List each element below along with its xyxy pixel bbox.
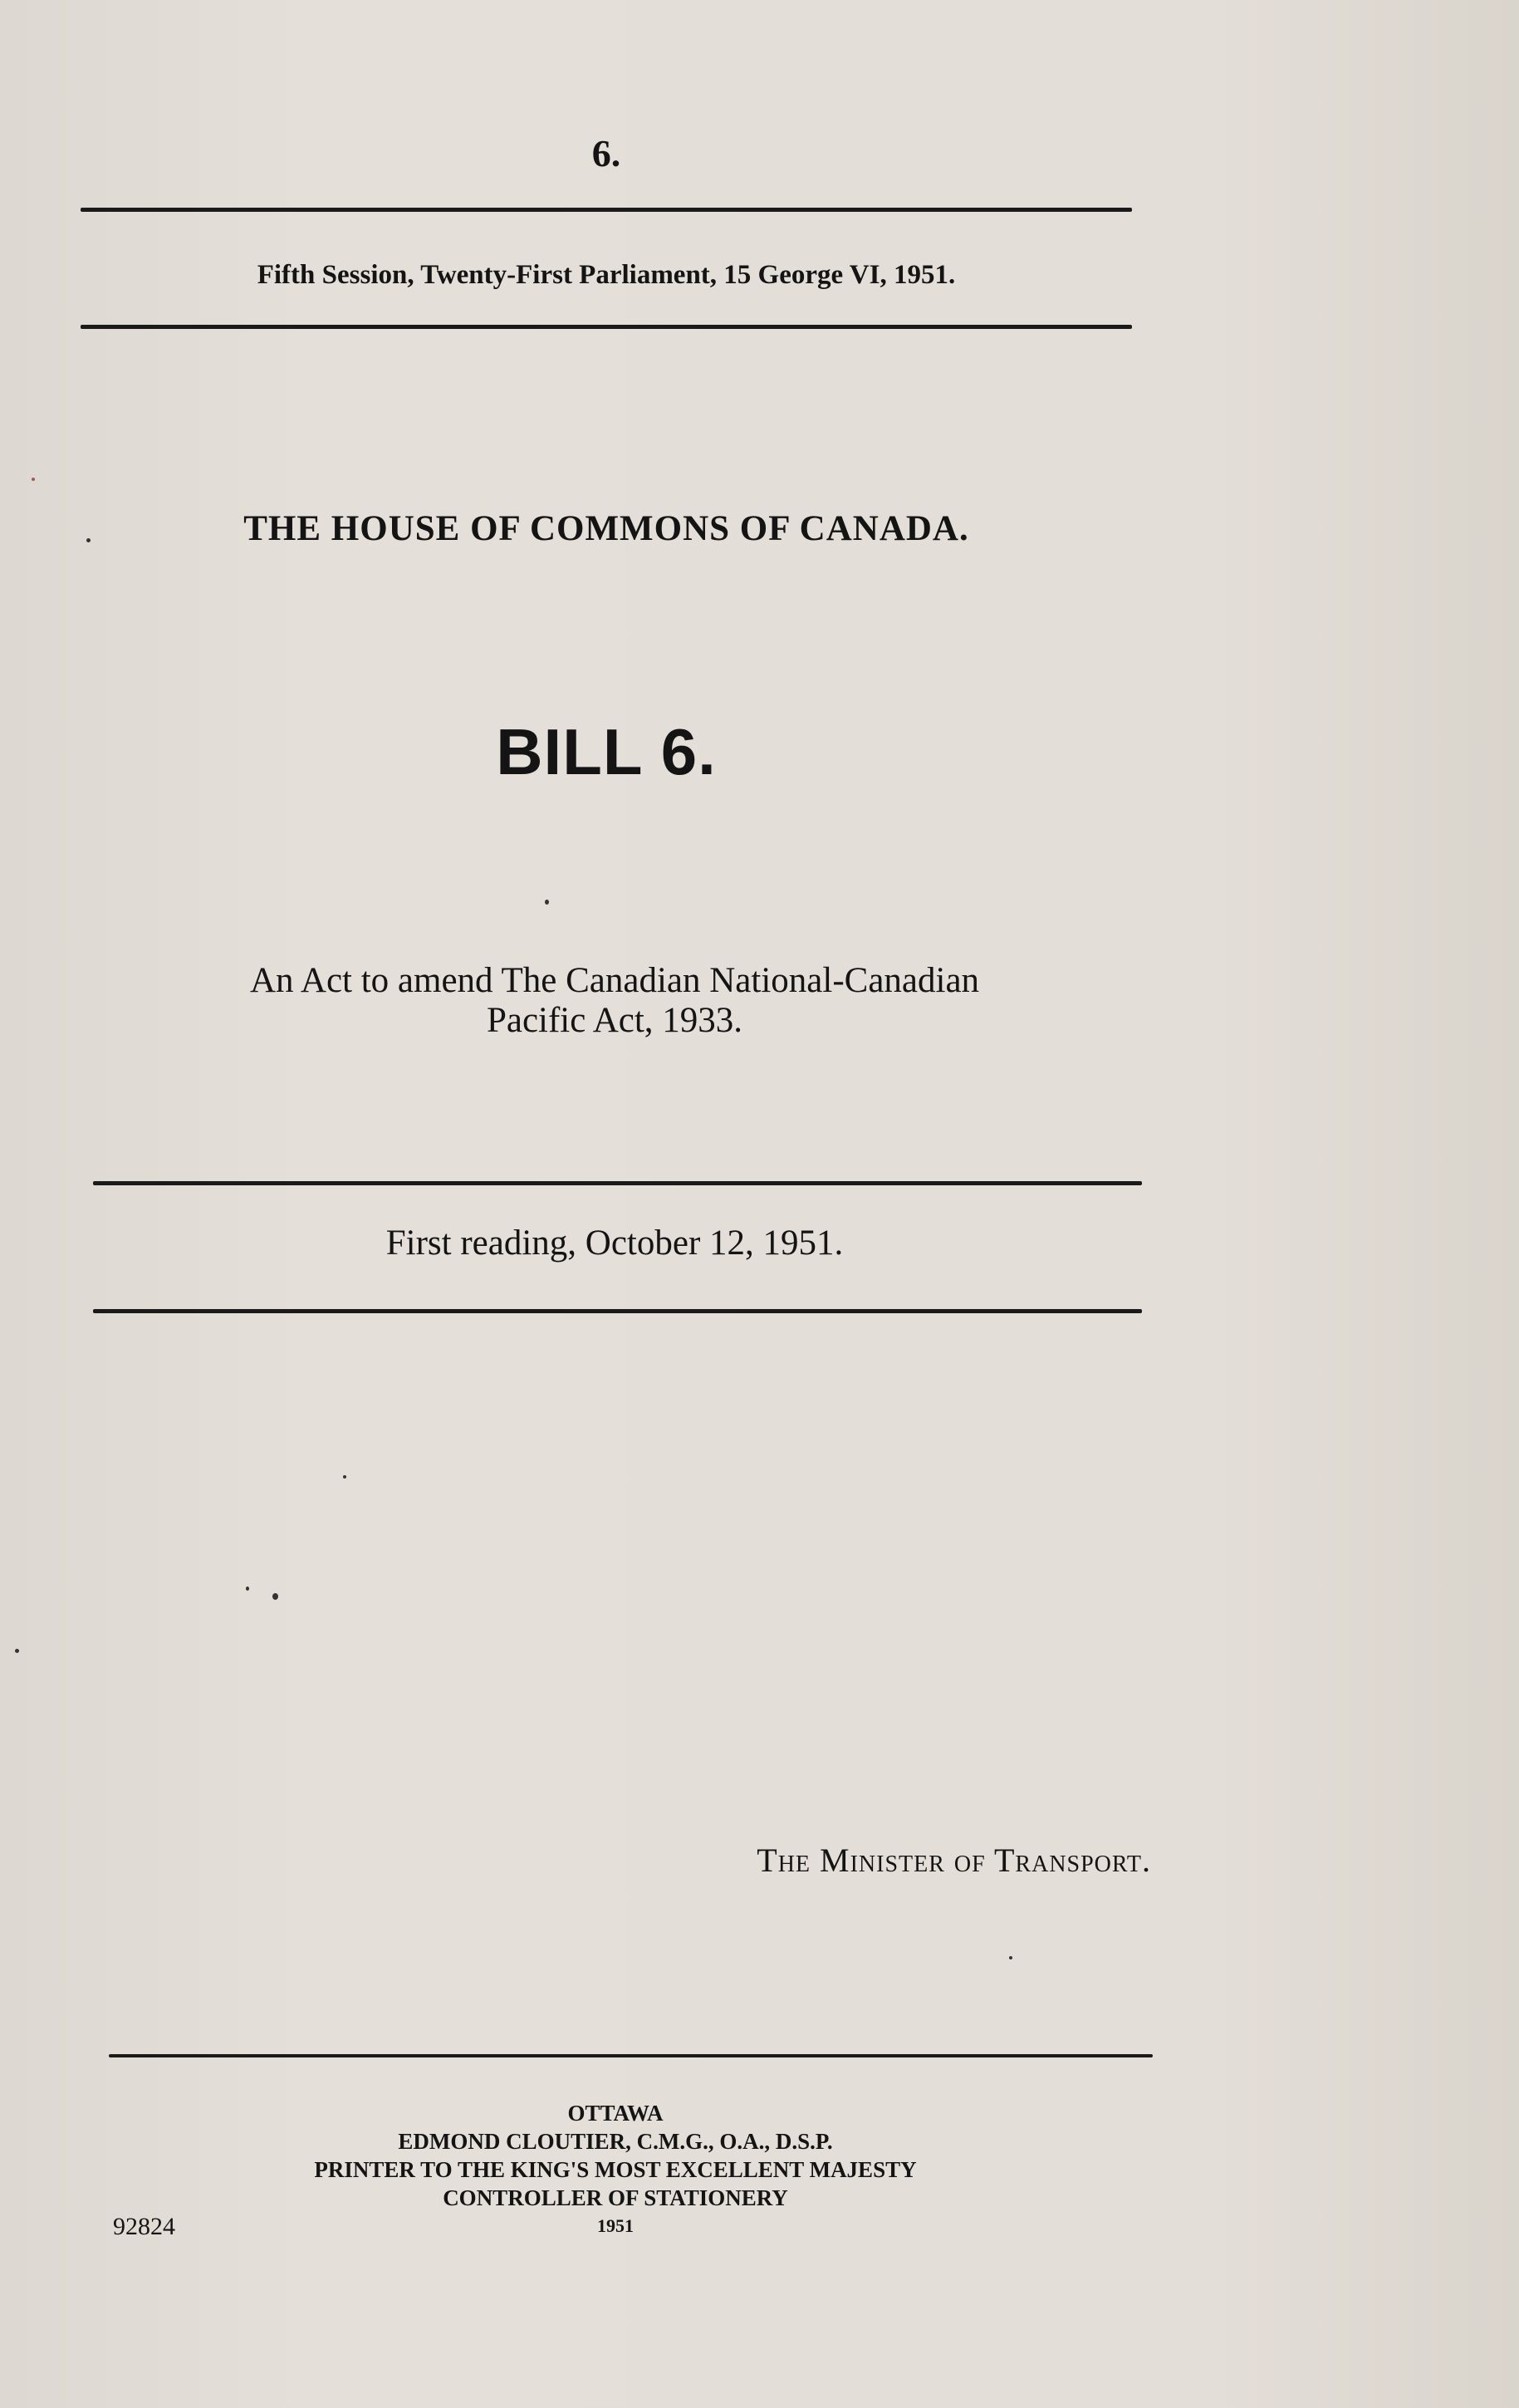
show-through-texture — [216, 415, 225, 465]
speck-1 — [86, 538, 91, 542]
session-line: Fifth Session, Twenty-First Parliament, 15 George VI, 1951. — [257, 260, 956, 290]
house-heading: THE HOUSE OF COMMONS OF CANADA. — [243, 509, 969, 548]
top-rule-2 — [81, 325, 1132, 329]
reading-rule-bottom — [93, 1309, 1142, 1313]
sponsor-line: The Minister of Transport. — [757, 1842, 1151, 1879]
speck-6 — [343, 1475, 346, 1479]
imprint-block — [246, 2099, 985, 2240]
act-title-line-2: Pacific Act, 1933. — [486, 1001, 743, 1040]
speck-5 — [15, 1649, 19, 1653]
imprint-city: OTTAWA — [567, 2101, 664, 2126]
speck-3 — [272, 1593, 278, 1600]
top-rule-1 — [81, 208, 1132, 212]
imprint-rule — [109, 2054, 1153, 2057]
first-reading-line: First reading, October 12, 1951. — [385, 1224, 844, 1263]
imprint-printer-name: EDMOND CLOUTIER, C.M.G., O.A., D.S.P. — [398, 2129, 833, 2154]
reading-rule-top — [93, 1181, 1142, 1185]
speck-7 — [1009, 1956, 1012, 1959]
bill-title: BILL 6. — [496, 715, 717, 788]
speck-2 — [545, 900, 549, 905]
document-number: 92824 — [113, 2213, 175, 2240]
act-title — [116, 961, 1113, 1041]
imprint-controller: CONTROLLER OF STATIONERY — [443, 2185, 788, 2210]
act-title-line-1: An Act to amend The Canadian National-Canadian — [249, 961, 980, 1000]
speck-4 — [246, 1587, 249, 1591]
speck-8 — [32, 478, 35, 481]
imprint-printer-title: PRINTER TO THE KING'S MOST EXCELLENT MAJESTY — [314, 2157, 917, 2182]
imprint-year: 1951 — [597, 2215, 634, 2236]
page-number: 6. — [591, 132, 621, 174]
